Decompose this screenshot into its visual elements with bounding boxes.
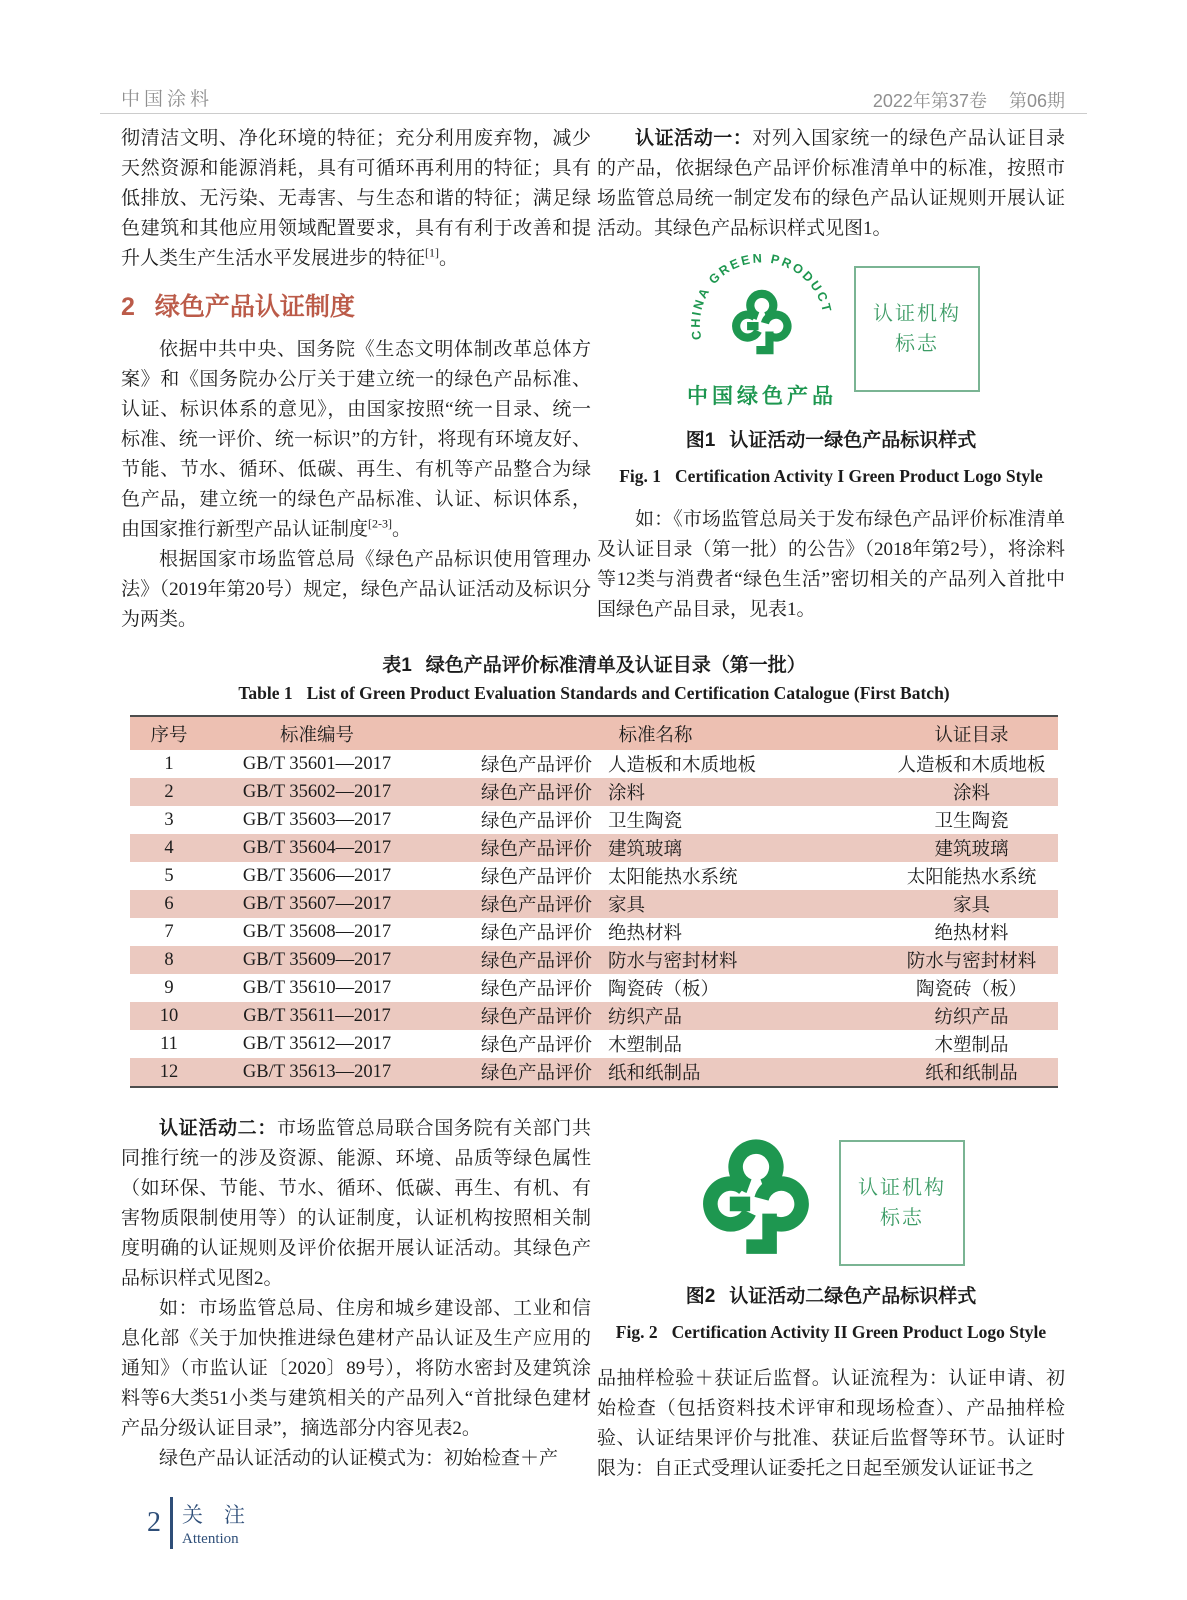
cell-standard-name (426, 778, 885, 806)
standard-product: 防水与密封材料 (608, 952, 738, 972)
cell-catalog: 绝热材料 (934, 924, 1009, 944)
cell-catalog: 建筑玻璃 (934, 840, 1009, 860)
standard-prefix: 绿色产品评价 (481, 812, 593, 832)
footer-section-zh: 关 注 (182, 1504, 245, 1527)
cell-catalog: 人造板和木质地板 (897, 756, 1046, 776)
standard-prefix: 绿色产品评价 (481, 1036, 593, 1056)
table-row (130, 1030, 1058, 1058)
figure-2-caption-en: Fig. 2 Certification Activity II Green Product Logo Style (615, 1322, 1047, 1342)
header-rule (100, 113, 1087, 114)
table-row (130, 1058, 1058, 1087)
cell-standard-name (426, 1030, 885, 1058)
paragraph: 如：市场监管总局、住房和城乡建设部、工业和信息化部《关于加快推进绿色建材产品认证及生产应用的通知》（市监认证〔2020〕89号），将防水密封及建筑涂料等6大类51小类与建筑相关的产品列入“首批绿色建材产品分级认证目录”，摘选部分内容见表2。 (121, 1298, 591, 1439)
cell-standard-name (426, 806, 885, 834)
cell-standard-name (426, 918, 885, 946)
cell-standard-name (426, 1002, 885, 1030)
col-header-code: 标准编号 (279, 725, 354, 746)
cell-code: GB/T 35601—2017 (242, 753, 392, 774)
paragraph-continued: 彻清洁文明、净化环境的特征；充分利用废弃物，减少天然资源和能源消耗，具有可循环再利用的特征；具有低排放、无污染、无毒害、与生态和谐的特征；满足绿色建筑和其他应用领域配置要求，具有有利于改善和提升人类生产生活水平发展进步的特征[1]。 (121, 128, 591, 269)
cell-catalog: 木塑制品 (934, 1036, 1009, 1056)
journal-name: 中国涂料 (121, 89, 214, 110)
cell-no: 3 (164, 809, 174, 830)
cell-catalog: 纸和纸制品 (925, 1064, 1018, 1084)
cgp-logo-icon (697, 1136, 815, 1268)
cell-standard-name (426, 1058, 885, 1087)
issue-number: 第06期 (1008, 91, 1065, 111)
standards-table (130, 715, 1058, 1088)
footer-section-en: Attention (182, 1531, 239, 1547)
standard-prefix: 绿色产品评价 (481, 756, 593, 776)
table1-body (130, 750, 1058, 1087)
figure-1-caption-en: Fig. 1 Certification Activity I Green Product Logo Style (619, 466, 1043, 486)
table-row (130, 946, 1058, 974)
citation-ref: [2-3] (368, 516, 393, 531)
col-header-catalog: 认证目录 (934, 725, 1009, 746)
cell-code: GB/T 35604—2017 (242, 837, 392, 858)
page-number: 2 (147, 1507, 161, 1538)
cell-catalog: 纺织产品 (934, 1008, 1009, 1028)
certification-body-logo-box: 认证机构 标志 (854, 266, 980, 392)
standard-product: 家具 (608, 896, 646, 916)
cell-no: 5 (164, 865, 174, 886)
col-header-no: 序号 (150, 725, 188, 746)
cell-standard-name (426, 946, 885, 974)
cell-code: GB/T 35609—2017 (242, 949, 392, 970)
standard-prefix: 绿色产品评价 (481, 784, 593, 804)
table-header-row (130, 716, 1058, 750)
table-row (130, 890, 1058, 918)
table-row (130, 750, 1058, 778)
standard-product: 纸和纸制品 (608, 1064, 701, 1084)
cell-code: GB/T 35613—2017 (242, 1061, 392, 1082)
cell-no: 11 (160, 1033, 178, 1054)
column-bottom-left (121, 1114, 591, 1474)
paragraph-continued: 品抽样检验＋获证后监督。认证流程为：认证申请、初始检查（包括资料技术评审和现场检查）、产品抽样检验、认证结果评价与批准、获证后监督等环节。认证时限为：自正式受理认证委托之日起至颁发认证证书之 (597, 1368, 1065, 1479)
paragraph: 如：《市场监管总局关于发布绿色产品评价标准清单及认证目录（第一批）的公告》（2018年第2号），将涂料等12类与消费者“绿色生活”密切相关的产品列入首批中国绿色产品目录，见表1。 (597, 509, 1065, 620)
standard-product: 涂料 (608, 784, 646, 804)
standard-prefix: 绿色产品评价 (481, 952, 593, 972)
figure-2-caption-zh: 图2 认证活动二绿色产品标识样式 (685, 1286, 977, 1307)
cell-catalog: 涂料 (952, 784, 990, 804)
cell-no: 7 (164, 921, 174, 942)
table-row (130, 834, 1058, 862)
cell-catalog: 防水与密封材料 (906, 952, 1037, 972)
col-header-standard-name: 标准名称 (618, 725, 693, 746)
footer-divider (170, 1497, 173, 1549)
standard-product: 木塑制品 (608, 1036, 683, 1056)
cell-code: GB/T 35610—2017 (242, 977, 392, 998)
paragraph: 认证活动一：对列入国家统一的绿色产品认证目录的产品，依据绿色产品评价标准清单中的标准，按照市场监管总局统一制定发布的绿色产品认证规则开展认证活动。其绿色产品标识样式见图1。 (597, 128, 1065, 239)
section-title: 绿色产品认证制度 (154, 293, 355, 321)
issue-info (873, 87, 1065, 113)
section-heading (121, 291, 591, 323)
table-row (130, 862, 1058, 890)
paragraph: 依据中共中央、国务院《生态文明体制改革总体方案》和《国务院办公厅关于建立统一的绿色产品标准、认证、标识体系的意见》，由国家按照“统一目录、统一标准、统一评价、统一标识”的方针，将现有环境友好、节能、节水、循环、低碳、再生、有机等产品整合为绿色产品，建立统一的绿色产品标准、认证、标识体系，由国家推行新型产品认证制度[2-3]。 (121, 339, 591, 540)
standard-prefix: 绿色产品评价 (481, 1008, 593, 1028)
cell-catalog: 家具 (952, 896, 990, 916)
green-product-logo-with-ring (682, 254, 842, 412)
standard-prefix: 绿色产品评价 (481, 980, 593, 1000)
table-row (130, 918, 1058, 946)
standard-prefix: 绿色产品评价 (481, 896, 593, 916)
standard-product: 建筑玻璃 (608, 840, 683, 860)
standard-prefix: 绿色产品评价 (481, 1064, 593, 1084)
cell-catalog: 卫生陶瓷 (934, 812, 1009, 832)
figure-2 (597, 1136, 1065, 1268)
column-bottom-right (597, 1100, 1065, 1484)
cell-no: 4 (164, 837, 174, 858)
issue-volume: 2022年第37卷 (872, 91, 987, 111)
table-1-title-en: Table 1 List of Green Product Evaluation Standards and Certification Catalogue (First Batch) (238, 683, 950, 703)
logo-caption-zh: 中国绿色产品 (687, 385, 837, 408)
cell-no: 2 (164, 781, 174, 802)
section-number: 2 (121, 293, 135, 321)
cell-standard-name (426, 862, 885, 890)
paragraph: 绿色产品认证活动的认证模式为：初始检查＋产 (159, 1448, 559, 1469)
cell-no: 1 (164, 753, 174, 774)
page-footer (147, 1497, 245, 1549)
cell-no: 12 (159, 1061, 179, 1082)
standard-product: 人造板和木质地板 (608, 756, 757, 776)
figure-1 (597, 254, 1065, 412)
cell-standard-name (426, 890, 885, 918)
cell-code: GB/T 35606—2017 (242, 865, 392, 886)
standard-product: 纺织产品 (608, 1008, 683, 1028)
standard-product: 陶瓷砖（板） (608, 980, 720, 1000)
cell-code: GB/T 35611—2017 (243, 1005, 391, 1026)
column-top-left (121, 124, 591, 635)
cell-code: GB/T 35612—2017 (242, 1033, 392, 1054)
cell-no: 6 (164, 893, 174, 914)
paragraph: 认证活动二：市场监管总局联合国务院有关部门共同推行统一的涉及资源、能源、环境、品质等绿色属性（如环保、节能、节水、循环、低碳、再生、有机、有害物质限制使用等）的认证制度，认证机构按照相关制度明确的认证规则及评价依据开展认证活动。其绿色产品标识样式见图2。 (121, 1118, 591, 1289)
run-in-heading: 认证活动二： (159, 1118, 277, 1139)
svg-text:CHINA GREEN PRODUCT: CHINA GREEN PRODUCT (688, 254, 835, 341)
standard-prefix: 绿色产品评价 (481, 868, 593, 888)
standard-product: 绝热材料 (608, 924, 683, 944)
table-row (130, 806, 1058, 834)
column-top-right (597, 124, 1065, 625)
cell-standard-name (426, 750, 885, 778)
cell-code: GB/T 35607—2017 (242, 893, 392, 914)
cell-no: 8 (164, 949, 174, 970)
cell-no: 9 (164, 977, 174, 998)
standard-product: 卫生陶瓷 (608, 812, 683, 832)
cell-standard-name (426, 974, 885, 1002)
cell-no: 10 (159, 1005, 179, 1026)
table-row (130, 778, 1058, 806)
cell-standard-name (426, 834, 885, 862)
cgp-ring-logo-icon (682, 254, 842, 382)
table-1-title-zh: 表1 绿色产品评价标准清单及认证目录（第一批） (382, 655, 806, 676)
table-row (130, 1002, 1058, 1030)
cell-code: GB/T 35602—2017 (242, 781, 392, 802)
certification-body-logo-box: 认证机构 标志 (839, 1140, 965, 1266)
paragraph: 根据国家市场监管总局《绿色产品标识使用管理办法》（2019年第20号）规定，绿色产品认证活动及标识分为两类。 (121, 549, 591, 630)
table-row (130, 974, 1058, 1002)
standard-prefix: 绿色产品评价 (481, 924, 593, 944)
standard-prefix: 绿色产品评价 (481, 840, 593, 860)
figure-1-caption-zh: 图1 认证活动一绿色产品标识样式 (685, 430, 977, 451)
cell-code: GB/T 35603—2017 (242, 809, 392, 830)
table-1-block (130, 650, 1058, 1088)
standard-product: 太阳能热水系统 (608, 868, 738, 888)
run-in-heading: 认证活动一： (635, 128, 753, 149)
cell-code: GB/T 35608—2017 (242, 921, 392, 942)
citation-ref: [1] (425, 245, 440, 260)
cell-catalog: 陶瓷砖（板） (915, 980, 1027, 1000)
cell-catalog: 太阳能热水系统 (906, 868, 1037, 888)
